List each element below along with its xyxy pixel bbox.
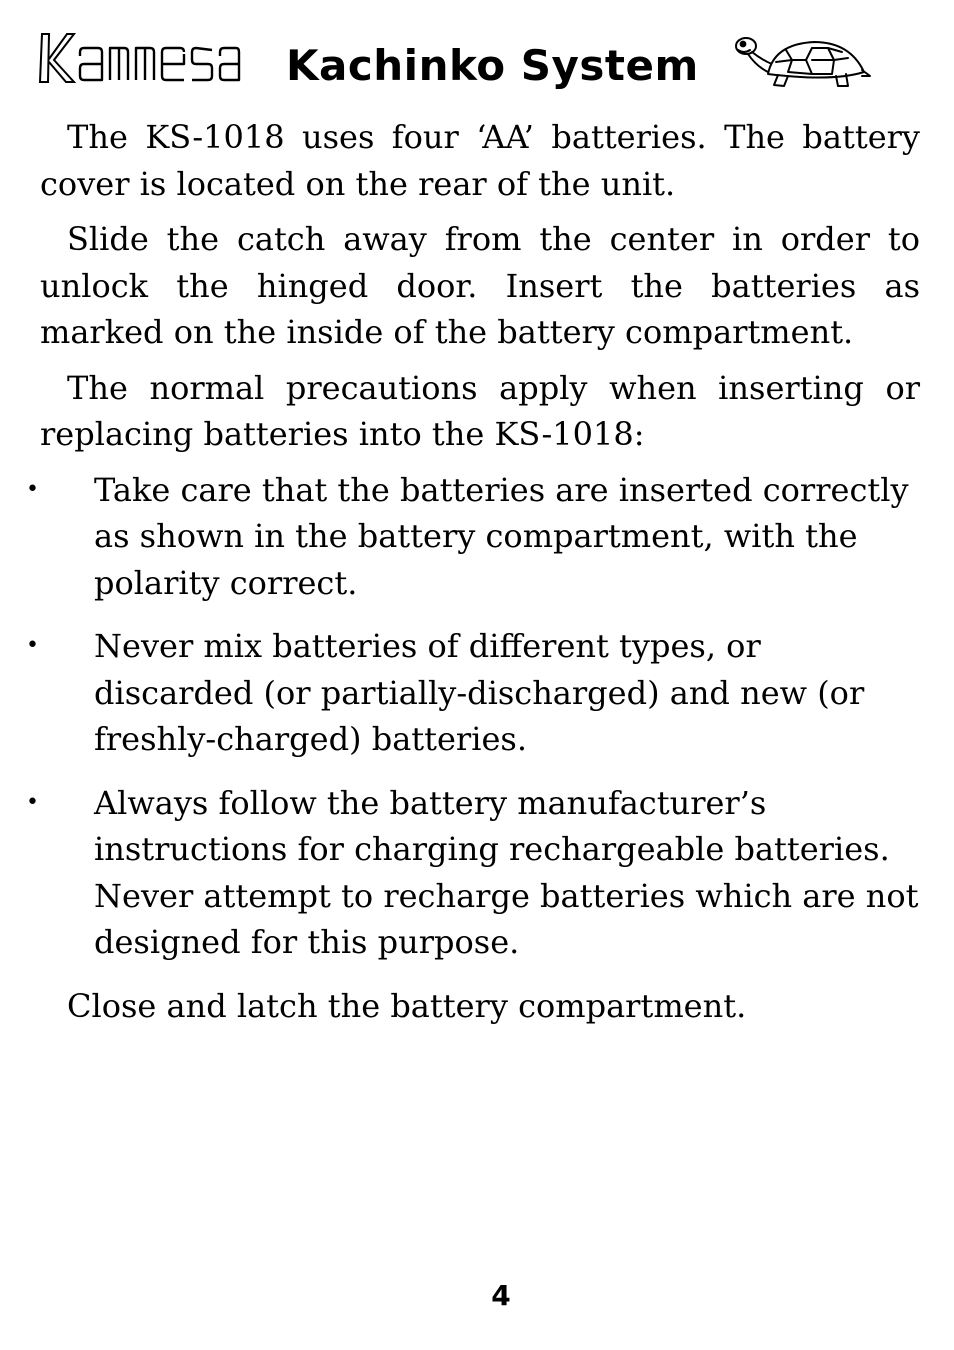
kamesan-logo xyxy=(36,30,242,86)
list-item-text: Always follow the battery manufacturer’s instructions for charging rechargeable batteries. Never attempt to recharge batteries which are not designed for this purpose. xyxy=(94,783,919,961)
list-item-text: Take care that the batteries are inserted correctly as shown in the battery compartment, with the polarity correct. xyxy=(94,470,909,602)
bullet-icon: • xyxy=(26,476,39,502)
intro-paragraph: The KS-1018 uses four ‘AA’ batteries. The battery cover is located on the rear of the unit. xyxy=(40,118,920,203)
battery-instructions xyxy=(26,114,920,1029)
precautions-list xyxy=(26,467,920,966)
insert-paragraph: Slide the catch away from the center in order to unlock the hinged door. Insert the batteries as marked on the inside of the battery compartment. xyxy=(40,220,920,351)
precautions-paragraph: The normal precautions apply when inserting or replacing batteries into the KS-1018: xyxy=(40,368,920,453)
list-item xyxy=(26,780,920,966)
page-title: Kachinko System xyxy=(286,41,699,90)
list-item xyxy=(26,623,920,763)
page-header xyxy=(0,0,954,110)
bullet-icon: • xyxy=(26,789,39,815)
closing-paragraph: Close and latch the battery compartment. xyxy=(67,986,747,1025)
list-item xyxy=(26,467,920,607)
page-number: 4 xyxy=(491,1279,511,1312)
turtle-icon xyxy=(732,30,872,90)
list-item-text: Never mix batteries of different types, or discarded (or partially-discharged) and new (or freshly-charged) batteries. xyxy=(94,627,865,758)
bullet-icon: • xyxy=(26,633,39,658)
